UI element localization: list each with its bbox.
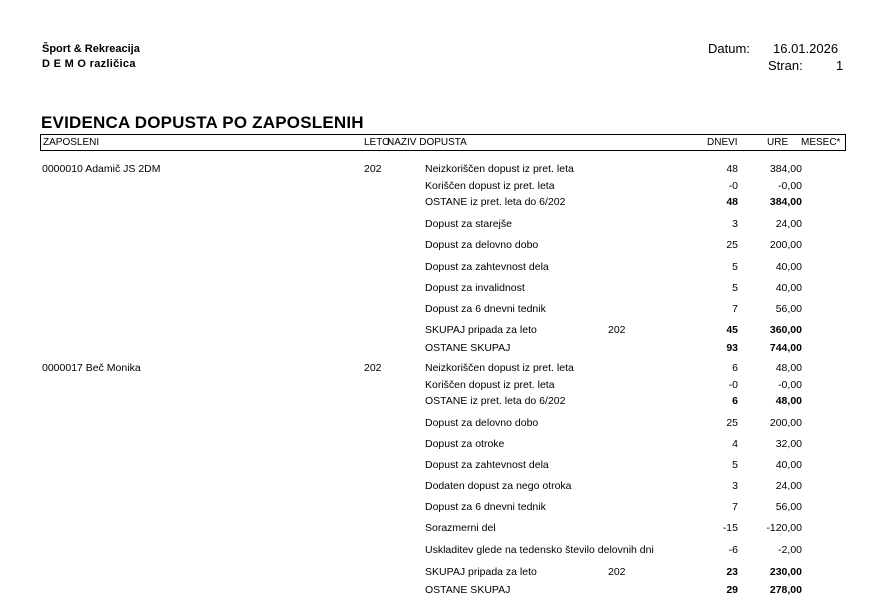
- leave-row: [0, 417, 877, 431]
- col-hours: URE: [767, 137, 789, 148]
- column-header: [40, 134, 846, 151]
- leave-hours: 744,00: [769, 342, 802, 354]
- leave-row: [0, 180, 877, 194]
- leave-days: 45: [726, 324, 738, 336]
- version-label: D E M O različica: [42, 58, 136, 70]
- leave-days: 29: [726, 584, 738, 596]
- leave-type-label: Dopust za zahtevnost dela: [425, 459, 549, 471]
- leave-type-label: Dopust za 6 dnevni tednik: [425, 303, 546, 315]
- col-month: MESEC*: [801, 137, 841, 148]
- leave-hours: 384,00: [769, 163, 802, 175]
- leave-type-label: SKUPAJ pripada za leto: [425, 566, 537, 578]
- col-year: LETO: [364, 137, 390, 148]
- leave-days: -0: [728, 379, 738, 391]
- leave-row: [0, 522, 877, 536]
- leave-days: -0: [728, 180, 738, 192]
- leave-row: [0, 163, 877, 177]
- leave-days: -6: [728, 544, 738, 556]
- leave-type-label: Dopust za invalidnost: [425, 282, 525, 294]
- leave-days: 23: [726, 566, 738, 578]
- leave-days: 6: [732, 362, 738, 374]
- leave-type-label: Dopust za 6 dnevni tednik: [425, 501, 546, 513]
- leave-row: [0, 544, 877, 558]
- employee-year: 202: [364, 163, 382, 175]
- leave-hours: 200,00: [769, 239, 802, 251]
- leave-type-label: OSTANE SKUPAJ: [425, 342, 511, 354]
- leave-hours: 56,00: [775, 303, 802, 315]
- leave-row: [0, 324, 877, 338]
- leave-row: [0, 584, 877, 598]
- leave-days: 7: [732, 303, 738, 315]
- leave-type-label: Koriščen dopust iz pret. leta: [425, 180, 555, 192]
- employee-name: 0000010 Adamič JS 2DM: [42, 163, 161, 175]
- leave-hours: 24,00: [775, 480, 802, 492]
- leave-type-label: Dodaten dopust za nego otroka: [425, 480, 572, 492]
- leave-row: [0, 501, 877, 515]
- leave-hours: 200,00: [769, 417, 802, 429]
- leave-row: [0, 282, 877, 296]
- leave-days: -15: [722, 522, 738, 534]
- leave-row: [0, 566, 877, 580]
- leave-hours: -0,00: [778, 379, 802, 391]
- leave-hours: 230,00: [769, 566, 802, 578]
- employee-year: 202: [364, 362, 382, 374]
- leave-hours: 278,00: [769, 584, 802, 596]
- leave-type-label: Sorazmerni del: [425, 522, 496, 534]
- leave-row: [0, 196, 877, 210]
- leave-type-label: Neizkoriščen dopust iz pret. leta: [425, 163, 574, 175]
- leave-hours: -2,00: [778, 544, 802, 556]
- leave-hours: 384,00: [769, 196, 802, 208]
- leave-row: [0, 395, 877, 409]
- leave-hours: 40,00: [775, 282, 802, 294]
- date-value: 16.01.2026: [773, 41, 839, 56]
- leave-hours: 24,00: [775, 218, 802, 230]
- leave-year: 202: [608, 324, 626, 336]
- leave-type-label: Dopust za delovno dobo: [425, 417, 539, 429]
- leave-row: [0, 239, 877, 253]
- leave-hours: -120,00: [766, 522, 802, 534]
- leave-days: 48: [726, 163, 738, 175]
- leave-days: 3: [732, 218, 738, 230]
- leave-hours: 40,00: [775, 459, 802, 471]
- date-label: Datum:: [708, 41, 750, 56]
- leave-days: 4: [732, 438, 738, 450]
- leave-row: [0, 303, 877, 317]
- leave-hours: 48,00: [775, 395, 802, 407]
- leave-row: [0, 218, 877, 232]
- company-name: Šport & Rekreacija: [42, 43, 140, 55]
- page-label: Stran:: [768, 58, 803, 73]
- leave-hours: 360,00: [769, 324, 802, 336]
- leave-days: 5: [732, 261, 738, 273]
- col-days: DNEVI: [707, 137, 738, 148]
- leave-days: 7: [732, 501, 738, 513]
- leave-type-label: Dopust za delovno dobo: [425, 239, 539, 251]
- leave-type-label: Uskladitev glede na tedensko število delovnih dni: [425, 544, 654, 556]
- leave-row: [0, 480, 877, 494]
- col-leave-type: NAZIV DOPUSTA: [387, 137, 467, 148]
- leave-row: [0, 459, 877, 473]
- leave-row: [0, 342, 877, 356]
- leave-type-label: Koriščen dopust iz pret. leta: [425, 379, 555, 391]
- leave-hours: 48,00: [775, 362, 802, 374]
- leave-days: 6: [732, 395, 738, 407]
- leave-row: [0, 438, 877, 452]
- leave-type-label: Dopust za starejše: [425, 218, 512, 230]
- leave-row: [0, 362, 877, 376]
- report-title: EVIDENCA DOPUSTA PO ZAPOSLENIH: [41, 113, 364, 132]
- leave-hours: -0,00: [778, 180, 802, 192]
- employee-name: 0000017 Beč Monika: [42, 362, 141, 374]
- leave-days: 48: [726, 196, 738, 208]
- leave-row: [0, 261, 877, 275]
- leave-type-label: Neizkoriščen dopust iz pret. leta: [425, 362, 574, 374]
- leave-type-label: Dopust za otroke: [425, 438, 505, 450]
- leave-type-label: SKUPAJ pripada za leto: [425, 324, 537, 336]
- leave-days: 3: [732, 480, 738, 492]
- leave-days: 93: [726, 342, 738, 354]
- leave-days: 5: [732, 282, 738, 294]
- leave-year: 202: [608, 566, 626, 578]
- leave-row: [0, 379, 877, 393]
- leave-type-label: Dopust za zahtevnost dela: [425, 261, 549, 273]
- page-number: 1: [836, 58, 844, 73]
- leave-type-label: OSTANE iz pret. leta do 6/202: [425, 196, 566, 208]
- leave-hours: 40,00: [775, 261, 802, 273]
- leave-type-label: OSTANE iz pret. leta do 6/202: [425, 395, 566, 407]
- leave-type-label: OSTANE SKUPAJ: [425, 584, 511, 596]
- leave-hours: 56,00: [775, 501, 802, 513]
- col-employee: ZAPOSLENI: [43, 137, 100, 148]
- leave-days: 25: [726, 239, 738, 251]
- leave-hours: 32,00: [775, 438, 802, 450]
- leave-days: 5: [732, 459, 738, 471]
- leave-days: 25: [726, 417, 738, 429]
